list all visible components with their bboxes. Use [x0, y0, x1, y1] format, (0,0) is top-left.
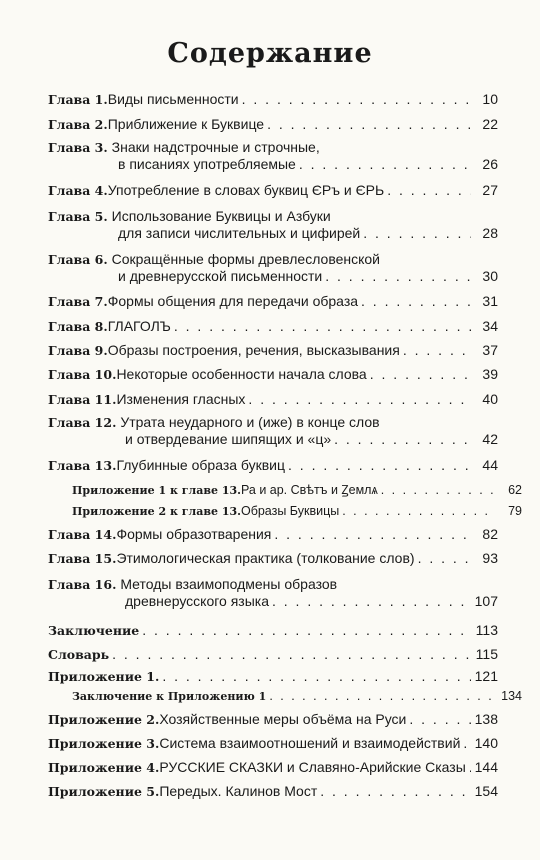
dot-leader: [112, 646, 471, 663]
entry-label: Приложение 2 к главе 13.: [72, 505, 241, 518]
toc-entry[interactable]: [48, 251, 498, 285]
entry-title: Употребление в словах буквиц ЄРъ и ЄРЬ: [107, 182, 385, 198]
entry-title: Образы построения, речения, высказывания: [107, 342, 400, 358]
toc-entry[interactable]: [48, 759, 498, 776]
page-number: 31: [482, 293, 498, 309]
page-number: 138: [474, 711, 498, 727]
toc-entry[interactable]: [48, 366, 498, 383]
toc-entry[interactable]: [48, 688, 522, 705]
page-number: 42: [482, 431, 498, 447]
page-number: 79: [508, 504, 522, 518]
page-number: 28: [482, 225, 498, 241]
dot-leader: [469, 759, 471, 776]
toc-entry[interactable]: [48, 182, 498, 199]
entry-label: Приложение 2.: [48, 712, 160, 727]
entry-label: Глава 11.: [48, 392, 117, 407]
toc-entry[interactable]: [48, 735, 498, 752]
entry-label: Приложение 4.: [48, 760, 160, 775]
dot-leader: [381, 482, 495, 499]
entry-title: Использование Буквицы и Азбуки: [111, 208, 331, 224]
entry-label: Глава 15.: [48, 551, 117, 566]
page-number: 134: [501, 689, 522, 703]
page-number: 26: [482, 156, 498, 172]
entry-label: Заключение к Приложению 1: [72, 690, 267, 703]
entry-title: Приближение к Буквице: [107, 116, 265, 132]
dot-leader: [269, 688, 495, 705]
entry-title: древнерусского языка: [125, 593, 269, 609]
page-number: 107: [474, 593, 498, 609]
entry-title: Виды письменности: [107, 91, 239, 107]
entry-title: Утрата неударного и (иже) в конце слов: [120, 414, 380, 430]
entry-title: и древнерусской письменности: [118, 268, 323, 284]
page-number: 27: [482, 182, 498, 198]
entry-label: Глава 12.: [48, 415, 117, 430]
page-number: 115: [475, 646, 498, 662]
page-number: 113: [475, 622, 498, 638]
entry-label: Глава 14.: [48, 527, 117, 542]
entry-title: Хозяйственные меры объёма на Руси: [159, 711, 407, 727]
entry-label: Глава 10.: [48, 367, 117, 382]
toc-entry[interactable]: [48, 91, 498, 108]
dot-leader: [325, 268, 471, 285]
entry-label: Глава 4.: [48, 183, 108, 198]
toc-entry[interactable]: [48, 503, 522, 520]
page-number: 10: [482, 91, 498, 107]
page-number: 144: [474, 759, 498, 775]
dot-leader: [418, 550, 471, 567]
entry-label: Глава 9.: [48, 343, 108, 358]
dot-leader: [174, 318, 471, 335]
entry-label: Заключение: [48, 623, 140, 638]
entry-label: Глава 1.: [48, 92, 108, 107]
entry-title: Формы общения для передачи образа: [107, 293, 359, 309]
page-number: 44: [482, 457, 498, 473]
dot-leader: [288, 457, 471, 474]
entry-title: Изменения гласных: [116, 391, 246, 407]
entry-title: для записи числительных и цифирей: [118, 225, 361, 241]
entry-label: Глава 5.: [48, 209, 108, 224]
page-number: 37: [482, 342, 498, 358]
dot-leader: [272, 593, 471, 610]
page-number: 93: [482, 550, 498, 566]
dot-leader: [387, 182, 471, 199]
toc-entry[interactable]: [48, 576, 498, 610]
toc-entry[interactable]: [48, 646, 498, 663]
toc-entry[interactable]: [48, 622, 498, 639]
dot-leader: [334, 431, 471, 448]
dot-leader: [142, 622, 471, 639]
entry-label: Приложение 1 к главе 13.: [72, 484, 241, 497]
toc-entry[interactable]: [48, 414, 498, 448]
toc-entry[interactable]: [48, 668, 498, 685]
entry-title: Глубинные образа буквиц: [116, 457, 286, 473]
entry-title: Ра и ар. Свѣтъ и Ꙁемлѧ: [240, 483, 378, 497]
toc-entry[interactable]: [48, 526, 498, 543]
toc-entry[interactable]: [48, 208, 498, 242]
entry-label: Приложение 5.: [48, 784, 160, 799]
dot-leader: [248, 391, 471, 408]
toc-entry[interactable]: [48, 318, 498, 335]
page-title: Содержание: [167, 38, 373, 69]
page-number: 82: [482, 526, 498, 542]
entry-label: Глава 2.: [48, 117, 108, 132]
dot-leader: [342, 503, 495, 520]
toc-entry[interactable]: [48, 550, 498, 567]
entry-title: Знаки надстрочные и строчные,: [111, 139, 320, 155]
entry-title: Сокращённые формы древлесловенской: [111, 251, 381, 267]
entry-label: Глава 13.: [48, 458, 117, 473]
entry-title: Методы взаимоподмены образов: [120, 576, 338, 592]
toc-entry[interactable]: [48, 482, 522, 499]
dot-leader: [463, 735, 471, 752]
entry-label: Глава 7.: [48, 294, 108, 309]
entry-label: Приложение 3.: [48, 736, 160, 751]
dot-leader: [267, 116, 471, 133]
entry-title: Некоторые особенности начала слова: [116, 366, 367, 382]
dot-leader: [370, 366, 471, 383]
toc-entry[interactable]: [48, 293, 498, 310]
dot-leader: [162, 668, 471, 685]
toc-entry[interactable]: [48, 116, 498, 133]
toc-entry[interactable]: [48, 711, 498, 728]
entry-label: Глава 6.: [48, 252, 108, 267]
page-number: 34: [482, 318, 498, 334]
toc-entry[interactable]: [48, 139, 498, 173]
page-number: 140: [474, 735, 498, 751]
entry-title: Формы образотварения: [116, 526, 272, 542]
toc-entry[interactable]: [48, 391, 498, 408]
toc-entry[interactable]: [48, 783, 498, 800]
entry-label: Приложение 1.: [48, 669, 160, 684]
dot-leader: [409, 711, 471, 728]
entry-title: Этимологическая практика (толкование слов): [116, 550, 415, 566]
entry-label: Глава 3.: [48, 140, 108, 155]
dot-leader: [363, 225, 471, 242]
dot-leader: [320, 783, 471, 800]
toc-entry[interactable]: [48, 342, 498, 359]
dot-leader: [242, 91, 471, 108]
page-number: 39: [482, 366, 498, 382]
dot-leader: [361, 293, 471, 310]
dot-leader: [274, 526, 471, 543]
page-number: 22: [482, 116, 498, 132]
entry-title: Система взаимоотношений и взаимодействий: [159, 735, 461, 751]
page-number: 154: [474, 783, 498, 799]
entry-title: ГЛАГОЛЪ: [107, 318, 171, 334]
entry-title: РУССКИЕ СКАЗКИ и Славяно-Арийские Сказы: [159, 759, 466, 775]
entry-title: в писаниях употребляемые: [118, 156, 296, 172]
dot-leader: [403, 342, 471, 359]
page-number: 121: [474, 668, 498, 684]
entry-title: и отвердевание шипящих и «ц»: [125, 431, 332, 447]
entry-title: Передых. Калинов Мост: [159, 783, 318, 799]
page-number: 30: [482, 268, 498, 284]
entry-label: Глава 8.: [48, 319, 108, 334]
toc-entry[interactable]: [48, 457, 498, 474]
page-number: 62: [508, 483, 522, 497]
entry-title: Образы Буквицы: [240, 504, 340, 518]
dot-leader: [299, 156, 471, 173]
entry-label: Словарь: [48, 647, 110, 662]
page-number: 40: [482, 391, 498, 407]
entry-label: Глава 16.: [48, 577, 117, 592]
